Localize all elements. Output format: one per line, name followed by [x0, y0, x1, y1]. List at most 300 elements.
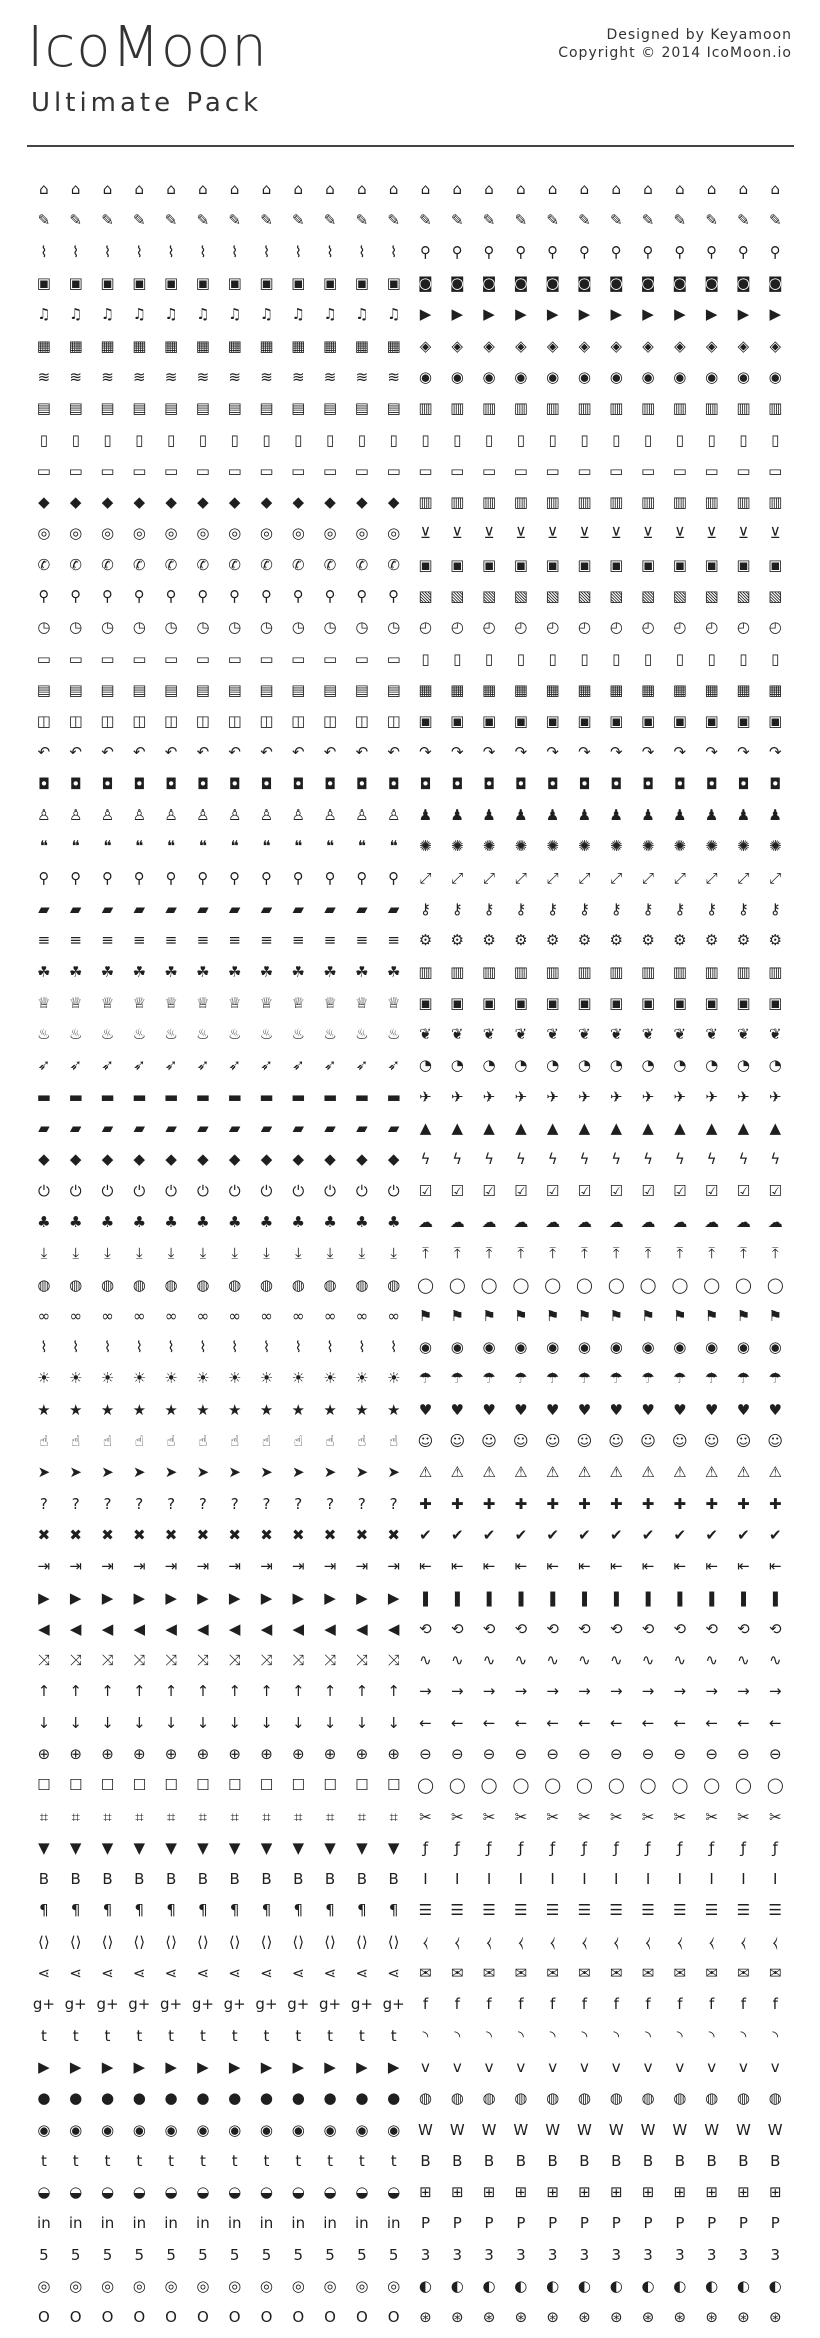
file-icon: ▯: [103, 430, 112, 449]
brand-subtitle: Ultimate Pack: [31, 88, 263, 118]
earth-icon: ◯: [735, 1275, 752, 1294]
exit-icon: ⇤: [673, 1557, 687, 1576]
gift-icon: ▣: [418, 993, 433, 1012]
file-icon: ▯: [643, 430, 653, 449]
sun-icon: ☀: [323, 1369, 337, 1388]
tumblr-icon: t: [104, 2151, 111, 2170]
image-icon: ▣: [132, 274, 147, 293]
alarm-icon: ◴: [641, 618, 655, 637]
circle-down-icon: ⊖: [768, 1744, 782, 1763]
facebook-icon: f: [613, 1995, 619, 2014]
gift-icon: ▣: [704, 993, 719, 1012]
attachment-icon: ⌇: [40, 1338, 48, 1357]
checklist-icon: ☑: [514, 1181, 528, 1200]
lightning-icon: ϟ: [770, 1150, 781, 1169]
wordpress-icon: W: [481, 2120, 497, 2139]
thumbs-up-icon: ☝: [166, 1432, 176, 1451]
redo-icon: ↷: [450, 743, 464, 762]
font-icon: ƒ: [740, 1838, 747, 1857]
cloud-icon: ☁: [672, 1212, 688, 1231]
android-icon: ◒: [100, 2183, 115, 2202]
indent-icon: ☰: [514, 1901, 528, 1920]
rocket-icon: ➶: [69, 1056, 82, 1075]
cross-icon: ✖: [69, 1525, 82, 1544]
briefcase-icon: ▬: [322, 1087, 338, 1106]
loop-icon: ⟲: [546, 1619, 559, 1638]
book-icon: ▤: [195, 399, 210, 418]
checkmark-icon: ✔: [482, 1525, 496, 1544]
expand-icon: ⤢: [514, 868, 527, 887]
radio-icon: ◯: [607, 1776, 625, 1795]
youtube-icon: ▶: [165, 2057, 177, 2076]
monitor-icon: ▭: [36, 649, 51, 668]
switch-icon: ⏻: [355, 1181, 368, 1200]
earth-icon: ◯: [703, 1275, 721, 1294]
linkedin-icon: in: [291, 2214, 306, 2233]
wave-icon: ∿: [450, 1651, 464, 1670]
thumbs-up-icon: ☝: [357, 1432, 367, 1451]
share-icon: ⋖: [323, 1964, 337, 1983]
dribbble-icon: ◍: [546, 2089, 560, 2108]
tag-icon: ◆: [101, 493, 114, 512]
bubble-icon: ◘: [387, 774, 400, 793]
mail-icon: ✉: [641, 1964, 655, 1983]
filter-icon: ▼: [133, 1838, 146, 1857]
facebook-icon: f: [708, 1995, 715, 2014]
eyedropper-icon: ⚲: [419, 242, 431, 261]
mail-icon: ✉: [419, 1964, 432, 1983]
arrow-up-icon: ↑: [69, 1682, 82, 1701]
checklist-icon: ☑: [736, 1181, 751, 1200]
book-icon: ▤: [36, 399, 51, 418]
volume-icon: ◀: [356, 1619, 368, 1638]
dribbble-icon: ◍: [577, 2089, 591, 2108]
database-icon: ◫: [195, 712, 210, 731]
folder-icon: ▭: [227, 461, 242, 480]
bug-icon: ☘: [132, 962, 147, 981]
github-icon: ◉: [259, 2120, 274, 2139]
lock-icon: ▰: [101, 899, 114, 918]
expand-icon: ⤢: [578, 868, 591, 887]
download-icon: ⤓: [326, 1244, 334, 1263]
safari-icon: ⊛: [609, 2308, 623, 2327]
pencil-icon: ✎: [323, 211, 337, 230]
pencil-icon: ✎: [387, 211, 400, 230]
eye-icon: ◉: [514, 1338, 528, 1357]
warning-icon: ⚠: [641, 1463, 655, 1482]
embed-icon: ⧼: [581, 1932, 588, 1951]
download-icon: ⤓: [135, 1244, 143, 1263]
users-icon: ♟: [641, 806, 655, 825]
star-icon: ★: [37, 1400, 51, 1419]
enter-icon: ⇥: [355, 1557, 369, 1576]
pause-icon: ❚: [768, 1588, 782, 1607]
dribbble-icon: ◍: [641, 2089, 655, 2108]
enter-icon: ⇥: [196, 1557, 210, 1576]
tablet-icon: ▯: [548, 649, 557, 668]
undo-icon: ↶: [164, 743, 178, 762]
zoom-icon: ⚲: [260, 868, 272, 887]
key-icon: ⚷: [547, 899, 559, 918]
clock-icon: ◷: [37, 618, 51, 637]
keyboard-icon: ▦: [609, 680, 624, 699]
pause-icon: ❚: [641, 1588, 655, 1607]
lock-icon: ▰: [69, 899, 82, 918]
switch-icon: ⏻: [133, 1181, 146, 1200]
stats-icon: ▥: [609, 962, 624, 981]
crop-icon: ⌗: [198, 1807, 208, 1826]
meter-icon: ◔: [418, 1056, 432, 1075]
cloud-icon: ☁: [735, 1212, 751, 1231]
file-icon: ▯: [166, 430, 176, 449]
play-icon: ▶: [101, 1588, 114, 1607]
address-book-icon: ▣: [450, 555, 465, 574]
star-icon: ★: [68, 1400, 83, 1419]
shuffle-icon: ⤨: [260, 1651, 273, 1670]
road-icon: ▲: [642, 1119, 654, 1138]
scissors-icon: ✂: [768, 1807, 782, 1826]
food-icon: ♨: [37, 1025, 51, 1044]
pencil-icon: ✎: [768, 211, 782, 230]
cloud-icon: ☁: [767, 1212, 783, 1231]
question-icon: ?: [71, 1494, 80, 1513]
meter-icon: ◔: [577, 1056, 591, 1075]
bug-icon: ☘: [259, 962, 274, 981]
signal-icon: ≋: [291, 367, 305, 386]
mail-icon: ✉: [609, 1964, 623, 1983]
upload-icon: ⤒: [676, 1244, 684, 1263]
windows-icon: ⊞: [546, 2183, 559, 2202]
wordpress-icon: W: [672, 2120, 688, 2139]
monitor-icon: ▭: [163, 649, 179, 668]
trophy-icon: ♕: [323, 993, 337, 1012]
truck-icon: ▰: [69, 1119, 82, 1138]
github-icon: ◉: [132, 2120, 146, 2139]
mail-icon: ✉: [450, 1964, 464, 1983]
monitor-icon: ▭: [100, 649, 115, 668]
eyedropper-icon: ⚲: [515, 242, 527, 261]
location-icon: ⚲: [356, 587, 368, 605]
address-book-icon: ▣: [609, 555, 624, 574]
question-icon: ?: [294, 1494, 303, 1513]
windows-icon: ⊞: [514, 2183, 528, 2202]
shield-icon: ◆: [228, 1150, 241, 1169]
cart-icon: ⊻: [674, 524, 686, 543]
pencil-icon: ✎: [641, 211, 655, 230]
linkedin-icon: in: [132, 2214, 147, 2233]
plus-icon: ✚: [578, 1494, 591, 1513]
lock-icon: ▰: [324, 899, 336, 918]
wave-icon: ∿: [641, 1651, 655, 1670]
question-icon: ?: [135, 1494, 144, 1513]
pinterest-icon: P: [770, 2214, 780, 2233]
tree-icon: ♣: [164, 1212, 178, 1231]
facebook-icon: f: [422, 1995, 429, 2014]
cart-icon: ⊻: [610, 524, 622, 543]
book-icon: ▤: [386, 399, 401, 418]
rss-icon: ◝: [645, 2026, 651, 2045]
cog-icon: ⚙: [450, 931, 464, 950]
keyboard-icon: ▦: [704, 680, 719, 699]
cloud-icon: ☁: [449, 1212, 465, 1231]
checkbox-icon: ☐: [291, 1776, 305, 1795]
android-icon: ◒: [323, 2183, 337, 2202]
filter-icon: ▼: [387, 1838, 400, 1857]
windows-icon: ⊞: [578, 2183, 591, 2202]
shuffle-icon: ⤨: [133, 1651, 146, 1670]
truck-icon: ▰: [197, 1119, 209, 1138]
map-icon: ▧: [577, 587, 592, 605]
coin-icon: ◎: [196, 524, 210, 543]
vimeo-icon: v: [452, 2057, 462, 2076]
equalizer-icon: ≡: [323, 931, 337, 950]
address-book-icon: ▣: [640, 555, 656, 574]
address-book-icon: ▣: [768, 555, 783, 574]
safari-icon: ⊛: [419, 2308, 432, 2327]
windows-icon: ⊞: [641, 2183, 655, 2202]
user-icon: ♙: [323, 806, 337, 825]
map-icon: ▧: [513, 587, 528, 605]
cursor-icon: ➤: [69, 1463, 82, 1482]
warning-icon: ⚠: [768, 1463, 782, 1482]
library-icon: ▥: [609, 399, 624, 418]
share-icon: ⋖: [164, 1964, 178, 1983]
linkedin-icon: in: [68, 2214, 83, 2233]
enter-icon: ⇥: [228, 1557, 241, 1576]
wave-icon: ∿: [419, 1651, 432, 1670]
blogger-icon: B: [420, 2151, 431, 2170]
filter-icon: ▼: [101, 1838, 114, 1857]
scissors-icon: ✂: [673, 1807, 687, 1826]
bubble-icon: ◘: [165, 774, 178, 793]
truck-icon: ▰: [387, 1119, 400, 1138]
android-icon: ◒: [387, 2183, 401, 2202]
scissors-icon: ✂: [450, 1807, 464, 1826]
checkmark-icon: ✔: [514, 1525, 528, 1544]
checkbox-icon: ☐: [100, 1776, 115, 1795]
smile-icon: ☺: [703, 1432, 720, 1451]
pinterest-icon: P: [675, 2214, 685, 2233]
equalizer-icon: ≡: [133, 931, 146, 950]
switch-icon: ⏻: [260, 1181, 273, 1200]
leaf-icon: ❦: [673, 1025, 687, 1044]
chrome-icon: ◎: [228, 2277, 242, 2296]
coin-icon: ◎: [132, 524, 146, 543]
gift-icon: ▣: [609, 993, 624, 1012]
paragraph-icon: ¶: [70, 1901, 81, 1920]
leaf-icon: ❦: [546, 1025, 559, 1044]
firefox-icon: ◐: [514, 2277, 528, 2296]
eye-icon: ◉: [768, 1338, 782, 1357]
coin-icon: ◎: [355, 524, 369, 543]
flickr-icon: ●: [164, 2089, 178, 2108]
trophy-icon: ♕: [100, 993, 115, 1012]
radio-icon: ◯: [735, 1776, 752, 1795]
cart-icon: ⊻: [515, 524, 527, 543]
floppy-icon: ▣: [672, 712, 687, 731]
pause-icon: ❚: [419, 1588, 432, 1607]
folder-icon: ▭: [132, 461, 147, 480]
music-icon: ♫: [323, 305, 337, 324]
file-icon: ▯: [771, 430, 780, 449]
pause-icon: ❚: [482, 1588, 496, 1607]
database-icon: ◫: [36, 712, 51, 731]
mail-icon: ✉: [546, 1964, 559, 1983]
linkedin-icon: in: [323, 2214, 337, 2233]
arrow-down-icon: ↓: [133, 1713, 146, 1732]
weather-icon: ☂: [514, 1369, 528, 1388]
share-icon: ⋖: [101, 1964, 114, 1983]
key-icon: ⚷: [737, 899, 749, 918]
checkbox-icon: ☐: [323, 1776, 337, 1795]
gamepad-icon: ◈: [674, 336, 686, 355]
checkmark-icon: ✔: [737, 1525, 750, 1544]
enter-icon: ⇥: [133, 1557, 146, 1576]
opera-icon: O: [69, 2308, 82, 2327]
arrow-left-icon: ←: [609, 1713, 623, 1732]
download-icon: ⤓: [199, 1244, 207, 1263]
library-icon: ▥: [704, 399, 719, 418]
radio-icon: ◯: [544, 1776, 562, 1795]
home-icon: ⌂: [39, 180, 49, 199]
folder-icon: ▭: [481, 461, 497, 480]
keyboard-icon: ▦: [736, 680, 751, 699]
exit-icon: ⇤: [609, 1557, 623, 1576]
trophy-icon: ♕: [132, 993, 147, 1012]
tablet-icon: ▯: [739, 649, 748, 668]
database-icon: ◫: [227, 712, 242, 731]
user-icon: ♙: [259, 806, 274, 825]
coin-icon: ◎: [291, 524, 305, 543]
cog-icon: ⚙: [641, 931, 655, 950]
monitor-icon: ▭: [291, 649, 306, 668]
phone-icon: ✆: [323, 555, 337, 574]
users-icon: ♟: [482, 806, 496, 825]
expand-icon: ⤢: [610, 868, 623, 887]
coin-icon: ◎: [69, 524, 83, 543]
flickr-icon: ●: [37, 2089, 51, 2108]
address-book-icon: ▣: [577, 555, 592, 574]
pencil-icon: ✎: [37, 211, 51, 230]
weather-icon: ☂: [418, 1369, 433, 1388]
arrow-up-icon: ↑: [323, 1682, 337, 1701]
cog-icon: ⚙: [482, 931, 496, 950]
plus-icon: ✚: [482, 1494, 496, 1513]
question-icon: ?: [103, 1494, 112, 1513]
scissors-icon: ✂: [641, 1807, 655, 1826]
link-icon: ∞: [292, 1306, 305, 1325]
firefox-icon: ◐: [736, 2277, 750, 2296]
bubble-icon: ◘: [546, 774, 559, 793]
trophy-icon: ♕: [164, 993, 178, 1012]
home-icon: ⌂: [293, 180, 304, 199]
weather-icon: ☂: [545, 1369, 560, 1388]
shield-icon: ◆: [69, 1150, 82, 1169]
opera-icon: O: [260, 2308, 273, 2327]
bug-icon: ☘: [164, 962, 178, 981]
bold-icon: B: [324, 1870, 336, 1889]
equalizer-icon: ≡: [196, 931, 210, 950]
flickr-icon: ●: [100, 2089, 115, 2108]
spinner-icon: ✺: [705, 837, 718, 856]
film-icon: ▦: [163, 336, 179, 355]
brush-icon: ⌇: [231, 242, 239, 261]
redo-icon: ↷: [514, 743, 528, 762]
user-icon: ♙: [164, 806, 178, 825]
pinterest-icon: P: [420, 2214, 430, 2233]
blogger-icon: B: [547, 2151, 558, 2170]
star-icon: ★: [132, 1400, 147, 1419]
star-icon: ★: [164, 1400, 178, 1419]
cross-icon: ✖: [387, 1525, 400, 1544]
cross-icon: ✖: [228, 1525, 241, 1544]
meter-icon: ◔: [705, 1056, 719, 1075]
tag-icon: ◆: [38, 493, 50, 512]
checkbox-icon: ☐: [196, 1776, 210, 1795]
loop-icon: ⟲: [673, 1619, 687, 1638]
code-icon: ⟨⟩: [356, 1932, 368, 1951]
wave-icon: ∿: [768, 1651, 782, 1670]
file-icon: ▯: [262, 430, 271, 449]
clock-icon: ◷: [100, 618, 115, 637]
flickr-icon: ●: [132, 2089, 146, 2108]
share-icon: ⋖: [69, 1964, 82, 1983]
switch-icon: ⏻: [165, 1181, 178, 1200]
wordpress-icon: W: [608, 2120, 624, 2139]
pinterest-icon: P: [643, 2214, 653, 2233]
font-icon: ƒ: [645, 1838, 651, 1857]
designer-credit: Designed by Keyamoon: [606, 27, 792, 43]
trophy-icon: ♕: [227, 993, 242, 1012]
users-icon: ♟: [545, 806, 560, 825]
credits: [558, 26, 792, 62]
blogger-icon: B: [515, 2151, 526, 2170]
flag-icon: ⚑: [641, 1306, 655, 1325]
undo-icon: ↶: [291, 743, 305, 762]
expand-icon: ⤢: [642, 868, 655, 887]
github-icon: ◉: [69, 2120, 83, 2139]
dribbble-icon: ◍: [768, 2089, 782, 2108]
safari-icon: ⊛: [514, 2308, 528, 2327]
quote-icon: ❝: [389, 837, 398, 856]
firefox-icon: ◐: [768, 2277, 782, 2296]
spinner-icon: ✺: [737, 837, 750, 856]
monitor-icon: ▭: [354, 649, 369, 668]
file-icon: ▯: [198, 430, 208, 449]
embed-icon: ⧼: [454, 1932, 460, 1951]
home-icon: ⌂: [547, 180, 558, 199]
food-icon: ♨: [227, 1025, 242, 1044]
tablet-icon: ▯: [484, 649, 494, 668]
clock-icon: ◷: [259, 618, 274, 637]
camera-icon: ◙: [704, 274, 719, 293]
flag-icon: ⚑: [704, 1306, 719, 1325]
heart-icon: ♥: [768, 1400, 782, 1419]
film-icon: ▦: [322, 336, 338, 355]
bug-icon: ☘: [291, 962, 305, 981]
arrow-right-icon: →: [514, 1682, 528, 1701]
download-icon: ⤓: [167, 1244, 175, 1263]
gamepad-icon: ◈: [610, 336, 623, 355]
cart-icon: ⊻: [547, 524, 559, 543]
address-book-icon: ▣: [513, 555, 528, 574]
italic-icon: I: [582, 1870, 587, 1889]
circle-down-icon: ⊖: [641, 1744, 655, 1763]
tag-icon: ◆: [387, 493, 400, 512]
opera-icon: O: [228, 2308, 241, 2327]
alarm-icon: ◴: [705, 618, 719, 637]
film-icon: ▦: [195, 336, 210, 355]
